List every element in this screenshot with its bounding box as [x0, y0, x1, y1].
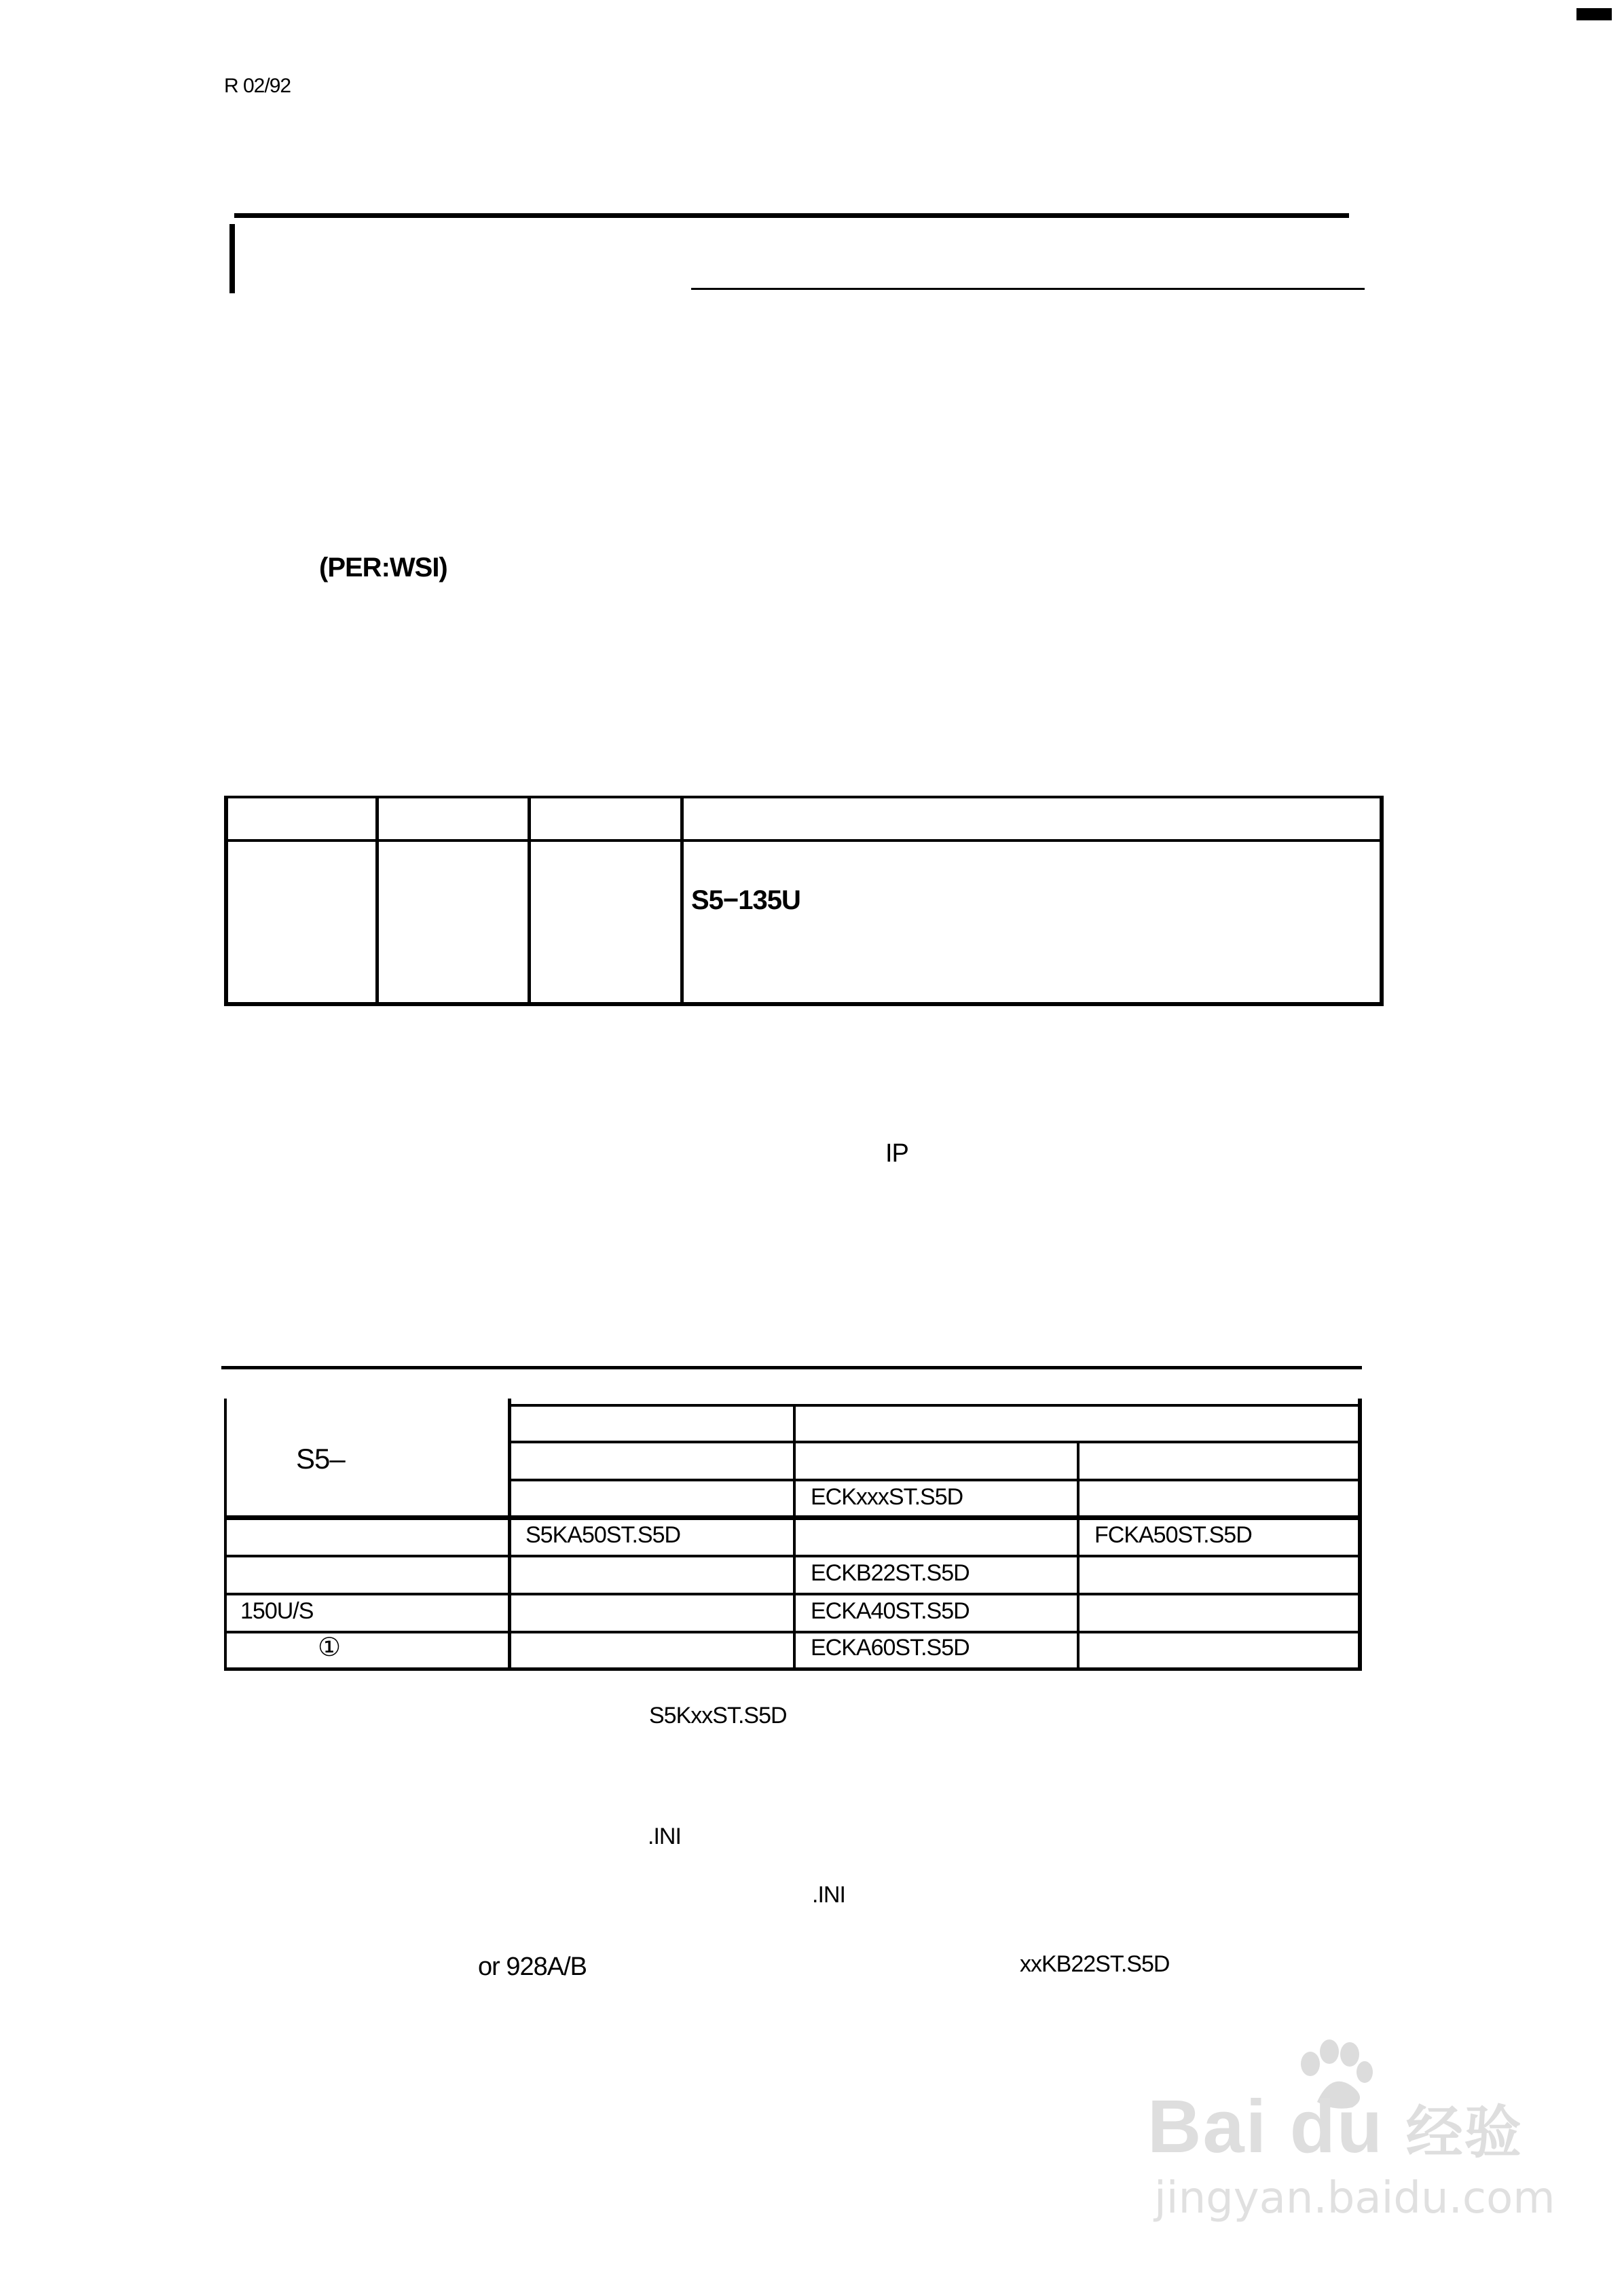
table2-header-bottom [224, 1515, 1362, 1520]
table1-col-border [224, 796, 228, 1006]
file-kb22: xxKB22ST.S5D [1020, 1951, 1170, 1977]
ini-extension-2: .INI [812, 1882, 845, 1908]
table2-title-rule [221, 1366, 1362, 1369]
ip-label: IP [885, 1139, 908, 1168]
table2-header-file: ECKxxxST.S5D [811, 1484, 963, 1510]
table2-cell: ECKB22ST.S5D [811, 1560, 970, 1586]
table2-row-border [224, 1631, 1362, 1633]
file-generic: S5KxxST.S5D [649, 1703, 787, 1729]
header-rule-bottom [691, 288, 1365, 290]
table2-row-label: 150U/S [240, 1598, 314, 1624]
table2-row-border [224, 1555, 1362, 1557]
header-rule-left [229, 224, 235, 293]
table2-row-border [509, 1479, 1361, 1481]
table2-row-header: S5– [296, 1443, 345, 1475]
table2-row-border [509, 1404, 1361, 1407]
table2-row-border [509, 1441, 1361, 1443]
watermark-suffix: 经验 [1405, 2099, 1523, 2166]
table2-row-border [224, 1593, 1362, 1595]
table2-col-border [508, 1399, 511, 1670]
table1-col-border [375, 796, 379, 1006]
watermark-brand: Bai du [1147, 2085, 1384, 2168]
watermark-url: jingyan.baidu.com [1154, 2173, 1555, 2223]
watermark [1147, 2037, 1555, 2240]
table2-col-border [224, 1399, 227, 1670]
table2-cell: FCKA50ST.S5D [1094, 1522, 1252, 1548]
table1-col-border [1380, 796, 1384, 1006]
table2-bottom-border [224, 1667, 1362, 1671]
table2-col-border [1358, 1399, 1362, 1670]
table1-col-border [680, 796, 684, 1006]
table1-bottom-border [224, 1002, 1384, 1006]
per-wsi-label: (PER:WSI) [319, 553, 447, 583]
table2-cell: S5KA50ST.S5D [525, 1522, 681, 1548]
table2-cell: ECKA60ST.S5D [811, 1635, 970, 1661]
table2-cell: ECKA40ST.S5D [811, 1598, 970, 1624]
header-rule-top [234, 213, 1349, 218]
table1-cell: S5−135U [691, 885, 800, 915]
table2-row-label: ① [318, 1633, 341, 1662]
cpu-alternative: or 928A/B [478, 1953, 587, 1981]
table1-col-border [528, 796, 531, 1006]
revision-label: R 02/92 [224, 75, 291, 97]
corner-mark [1576, 8, 1612, 20]
table1-top-border [224, 796, 1381, 798]
table1-header-border [224, 839, 1381, 842]
ini-extension-1: .INI [648, 1824, 681, 1849]
